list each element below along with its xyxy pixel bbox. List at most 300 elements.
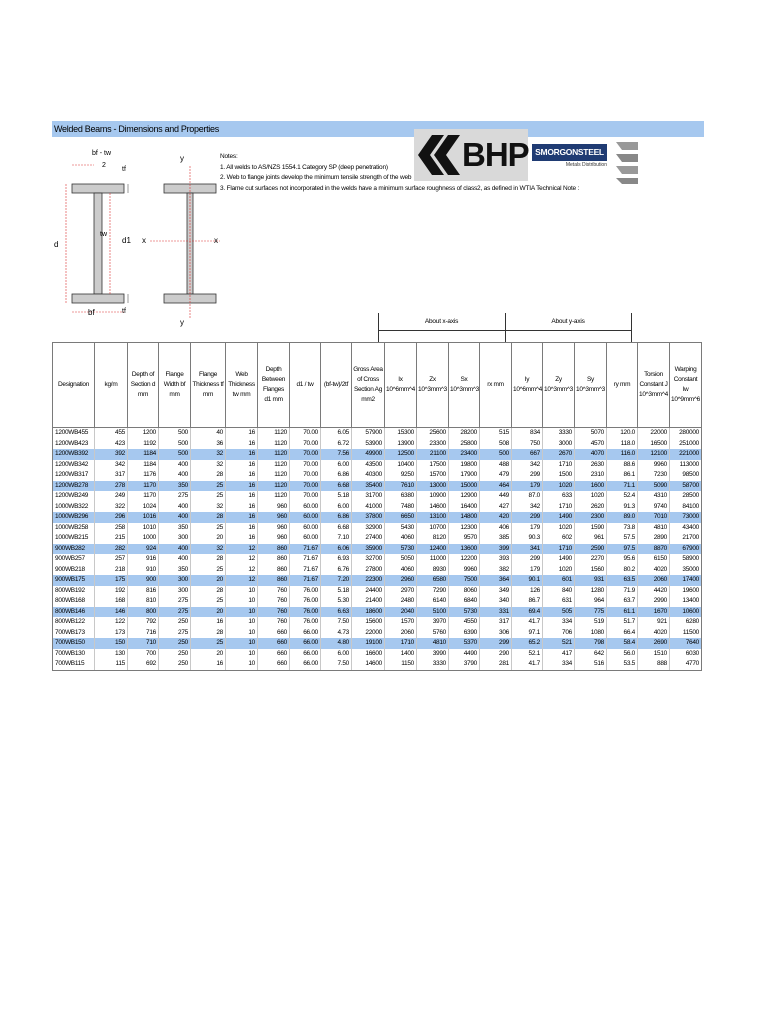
table-cell: 65.2 — [512, 638, 543, 649]
table-cell: 4020 — [638, 628, 670, 639]
table-cell: 6.68 — [321, 523, 352, 534]
table-cell: 80.2 — [607, 565, 638, 576]
table-cell: 12 — [226, 575, 258, 586]
table-cell: 399 — [480, 544, 512, 555]
table-cell: 116.0 — [607, 449, 638, 460]
table-cell: 5.30 — [321, 596, 352, 607]
table-cell: 5730 — [449, 607, 480, 618]
table-cell: 5100 — [417, 607, 449, 618]
table-cell: 6030 — [670, 649, 702, 660]
table-cell: 964 — [575, 596, 607, 607]
table-cell: 35000 — [670, 565, 702, 576]
label-bf: bf — [88, 308, 95, 317]
table-cell: 16600 — [352, 649, 385, 660]
table-cell: 760 — [258, 596, 290, 607]
table-cell: 113000 — [670, 460, 702, 471]
table-cell: 7.56 — [321, 449, 352, 460]
label-d1: d1 — [122, 236, 131, 245]
table-row — [53, 649, 702, 660]
table-cell: 6.63 — [321, 607, 352, 618]
table-cell: 41.7 — [512, 659, 543, 670]
table-cell: 28 — [191, 512, 226, 523]
table-cell: 58.4 — [607, 638, 638, 649]
table-cell: 1192 — [128, 439, 159, 450]
table-cell: 12 — [226, 565, 258, 576]
table-cell: 7500 — [449, 575, 480, 586]
table-row — [53, 533, 702, 544]
table-cell: 66.00 — [290, 628, 321, 639]
smorgon-logo-sub: Metals Distribution — [565, 162, 607, 168]
col-header: Flange Width bf mm — [159, 343, 191, 428]
table-cell: 43500 — [352, 460, 385, 471]
table-cell: 9960 — [638, 460, 670, 471]
table-cell: 32700 — [352, 554, 385, 565]
table-cell: 840 — [543, 586, 575, 597]
table-cell: 960 — [258, 502, 290, 513]
table-cell: 1020 — [543, 481, 575, 492]
table-cell: 7.50 — [321, 617, 352, 628]
table-cell: 6.72 — [321, 439, 352, 450]
table-cell: 521 — [543, 638, 575, 649]
table-cell: 24400 — [352, 586, 385, 597]
table-cell: 12 — [226, 544, 258, 555]
col-header: Zy 10^3mm^3 — [543, 343, 575, 428]
table-cell: 76.00 — [290, 617, 321, 628]
table-cell: 364 — [480, 575, 512, 586]
table-cell: 56.0 — [607, 649, 638, 660]
table-cell: 66.00 — [290, 649, 321, 660]
designation-cell: 700WB173 — [53, 628, 95, 639]
table-cell: 179 — [512, 565, 543, 576]
table-row — [53, 449, 702, 460]
table-cell: 300 — [159, 533, 191, 544]
label-y-bottom: y — [180, 318, 184, 327]
table-cell: 400 — [159, 554, 191, 565]
bhp-logo-text: BHP — [462, 136, 529, 173]
table-cell: 1020 — [543, 565, 575, 576]
label-tw: tw — [100, 231, 107, 238]
table-cell: 17400 — [670, 575, 702, 586]
col-header: ry mm — [607, 343, 638, 428]
table-cell: 146 — [95, 607, 128, 618]
table-cell: 2590 — [575, 544, 607, 555]
table-cell: 12400 — [417, 544, 449, 555]
table-cell: 299 — [512, 470, 543, 481]
table-cell: 280000 — [670, 428, 702, 439]
table-cell: 52.4 — [607, 491, 638, 502]
table-cell: 500 — [159, 428, 191, 439]
designation-cell: 1200WB278 — [53, 481, 95, 492]
table-cell: 420 — [480, 512, 512, 523]
table-cell: 633 — [543, 491, 575, 502]
table-cell: 4.80 — [321, 638, 352, 649]
table-cell: 250 — [159, 617, 191, 628]
table-cell: 2670 — [543, 449, 575, 460]
table-cell: 16 — [226, 428, 258, 439]
designation-cell: 1200WB249 — [53, 491, 95, 502]
table-cell: 6650 — [385, 512, 417, 523]
table-cell: 126 — [512, 586, 543, 597]
table-cell: 90.3 — [512, 533, 543, 544]
table-cell: 10 — [226, 596, 258, 607]
table-cell: 1120 — [258, 491, 290, 502]
table-cell: 2270 — [575, 554, 607, 565]
table-cell: 455 — [95, 428, 128, 439]
table-cell: 7290 — [417, 586, 449, 597]
table-cell: 960 — [258, 533, 290, 544]
table-cell: 97.1 — [512, 628, 543, 639]
table-cell: 4770 — [670, 659, 702, 670]
table-cell: 4570 — [575, 439, 607, 450]
table-cell: 70.00 — [290, 449, 321, 460]
table-cell: 15700 — [417, 470, 449, 481]
table-cell: 750 — [512, 439, 543, 450]
table-cell: 28 — [191, 586, 226, 597]
table-cell: 1010 — [128, 523, 159, 534]
table-cell: 25 — [191, 638, 226, 649]
table-cell: 341 — [512, 544, 543, 555]
table-cell: 427 — [480, 502, 512, 513]
designation-cell: 1200WB392 — [53, 449, 95, 460]
designation-cell: 1000WB258 — [53, 523, 95, 534]
designation-cell: 800WB192 — [53, 586, 95, 597]
table-cell: 4810 — [638, 523, 670, 534]
table-cell: 6.68 — [321, 481, 352, 492]
label-bf-tw: bf - tw — [92, 150, 112, 157]
table-cell: 16 — [226, 502, 258, 513]
designation-cell: 1200WB317 — [53, 470, 95, 481]
table-cell: 1120 — [258, 439, 290, 450]
table-cell: 350 — [159, 523, 191, 534]
table-cell: 760 — [258, 586, 290, 597]
designation-cell: 900WB282 — [53, 544, 95, 555]
table-cell: 1710 — [543, 502, 575, 513]
table-cell: 8120 — [417, 533, 449, 544]
label-tf-bottom: tf — [122, 308, 126, 315]
col-header: d1 / tw — [290, 343, 321, 428]
table-cell: 35400 — [352, 481, 385, 492]
table-cell: 20 — [191, 533, 226, 544]
table-cell: 67900 — [670, 544, 702, 555]
table-cell: 10 — [226, 607, 258, 618]
table-cell: 960 — [258, 523, 290, 534]
axis-divider — [631, 313, 632, 342]
table-cell: 14800 — [449, 512, 480, 523]
table-cell: 760 — [258, 607, 290, 618]
table-cell: 36 — [191, 439, 226, 450]
table-cell: 710 — [128, 638, 159, 649]
table-cell: 70.00 — [290, 470, 321, 481]
axis-group-x: About x-axis — [424, 318, 459, 325]
table-cell: 15300 — [385, 428, 417, 439]
table-cell: 95.6 — [607, 554, 638, 565]
table-cell: 1080 — [575, 628, 607, 639]
table-cell: 5430 — [385, 523, 417, 534]
col-header: Sy 10^3mm^3 — [575, 343, 607, 428]
table-cell: 2060 — [638, 575, 670, 586]
table-cell: 660 — [258, 628, 290, 639]
table-cell: 6.76 — [321, 565, 352, 576]
col-header: Iy 10^6mm^4 — [512, 343, 543, 428]
table-cell: 60.00 — [290, 533, 321, 544]
table-cell: 86.1 — [607, 470, 638, 481]
table-cell: 63.7 — [607, 596, 638, 607]
designation-cell: 1200WB423 — [53, 439, 95, 450]
table-cell: 14600 — [417, 502, 449, 513]
table-cell: 40 — [191, 428, 226, 439]
table-cell: 14600 — [352, 659, 385, 670]
table-cell: 7.10 — [321, 533, 352, 544]
table-cell: 4420 — [638, 586, 670, 597]
table-cell: 249 — [95, 491, 128, 502]
table-cell: 8870 — [638, 544, 670, 555]
table-row — [53, 628, 702, 639]
table-cell: 97.5 — [607, 544, 638, 555]
table-cell: 57900 — [352, 428, 385, 439]
table-row — [53, 460, 702, 471]
table-cell: 6380 — [385, 491, 417, 502]
table-cell: 961 — [575, 533, 607, 544]
table-cell: 400 — [159, 544, 191, 555]
table-cell: 60.00 — [290, 502, 321, 513]
table-cell: 10 — [226, 586, 258, 597]
table-cell: 25600 — [417, 428, 449, 439]
table-cell: 1000 — [128, 533, 159, 544]
table-cell: 500 — [159, 449, 191, 460]
table-cell: 6280 — [670, 617, 702, 628]
table-cell: 32 — [191, 544, 226, 555]
table-cell: 71.67 — [290, 565, 321, 576]
table-cell: 16 — [226, 523, 258, 534]
table-cell: 800 — [128, 607, 159, 618]
table-cell: 385 — [480, 533, 512, 544]
table-cell: 53900 — [352, 439, 385, 450]
table-cell: 317 — [480, 617, 512, 628]
designation-cell: 700WB150 — [53, 638, 95, 649]
table-header-row — [53, 343, 702, 428]
table-row — [53, 617, 702, 628]
table-cell: 7230 — [638, 470, 670, 481]
table-cell: 6.86 — [321, 512, 352, 523]
table-cell: 4310 — [638, 491, 670, 502]
table-cell: 10400 — [385, 460, 417, 471]
table-cell: 70.00 — [290, 460, 321, 471]
table-cell: 798 — [575, 638, 607, 649]
table-cell: 3330 — [417, 659, 449, 670]
table-cell: 5.18 — [321, 491, 352, 502]
note-line: 2. Web to flange joints develop the minimum tensile strength of the web — [220, 174, 412, 181]
table-cell: 22300 — [352, 575, 385, 586]
table-cell: 834 — [512, 428, 543, 439]
table-cell: 3990 — [417, 649, 449, 660]
diagram-labels — [52, 148, 232, 333]
designation-cell: 1000WB296 — [53, 512, 95, 523]
table-cell: 221000 — [670, 449, 702, 460]
table-cell: 20 — [191, 607, 226, 618]
table-cell: 642 — [575, 649, 607, 660]
table-cell: 6.00 — [321, 502, 352, 513]
table-cell: 916 — [128, 554, 159, 565]
table-cell: 28500 — [670, 491, 702, 502]
table-cell: 76.00 — [290, 596, 321, 607]
table-cell: 6150 — [638, 554, 670, 565]
table-cell: 479 — [480, 470, 512, 481]
table-cell: 760 — [258, 617, 290, 628]
table-cell: 706 — [543, 628, 575, 639]
col-header: Depth of Section d mm — [128, 343, 159, 428]
col-header: Sx 10^3mm^3 — [449, 343, 480, 428]
table-cell: 6.86 — [321, 470, 352, 481]
table-cell: 275 — [159, 491, 191, 502]
table-cell: 150 — [95, 638, 128, 649]
table-cell: 2310 — [575, 470, 607, 481]
table-cell: 508 — [480, 439, 512, 450]
table-cell: 8930 — [417, 565, 449, 576]
table-cell: 1500 — [543, 470, 575, 481]
table-cell: 6.93 — [321, 554, 352, 565]
table-cell: 10 — [226, 628, 258, 639]
table-cell: 775 — [575, 607, 607, 618]
table-cell: 12300 — [449, 523, 480, 534]
table-cell: 602 — [543, 533, 575, 544]
table-cell: 1184 — [128, 460, 159, 471]
table-cell: 382 — [480, 565, 512, 576]
table-cell: 17900 — [449, 470, 480, 481]
designation-cell: 1200WB455 — [53, 428, 95, 439]
table-cell: 2060 — [385, 628, 417, 639]
col-header: Depth Between Flanges d1 mm — [258, 343, 290, 428]
table-cell: 4060 — [385, 533, 417, 544]
table-row — [53, 439, 702, 450]
table-cell: 88.6 — [607, 460, 638, 471]
table-cell: 6.00 — [321, 649, 352, 660]
table-cell: 32 — [191, 449, 226, 460]
table-cell: 515 — [480, 428, 512, 439]
table-row — [53, 586, 702, 597]
smorgon-steel-logo — [532, 144, 607, 172]
bhp-logo — [414, 129, 528, 181]
table-cell: 41.7 — [512, 617, 543, 628]
table-cell: 516 — [575, 659, 607, 670]
table-cell: 19100 — [352, 638, 385, 649]
table-cell: 1120 — [258, 460, 290, 471]
table-row — [53, 659, 702, 670]
col-header: Flange Thickness tf mm — [191, 343, 226, 428]
designation-cell: 800WB146 — [53, 607, 95, 618]
table-cell: 5760 — [417, 628, 449, 639]
table-cell: 3000 — [543, 439, 575, 450]
table-cell: 1670 — [638, 607, 670, 618]
table-cell: 70.00 — [290, 428, 321, 439]
table-cell: 13100 — [417, 512, 449, 523]
table-cell: 25 — [191, 596, 226, 607]
table-cell: 25 — [191, 565, 226, 576]
table-cell: 1570 — [385, 617, 417, 628]
col-header: (bf-tw)/2tf — [321, 343, 352, 428]
table-cell: 28 — [191, 554, 226, 565]
table-cell: 299 — [480, 638, 512, 649]
col-header: Zx 10^3mm^3 — [417, 343, 449, 428]
table-cell: 2690 — [638, 638, 670, 649]
table-cell: 28 — [191, 628, 226, 639]
table-cell: 218 — [95, 565, 128, 576]
table-cell: 15000 — [449, 481, 480, 492]
table-cell: 342 — [95, 460, 128, 471]
table-cell: 4.73 — [321, 628, 352, 639]
table-cell: 23300 — [417, 439, 449, 450]
table-cell: 31700 — [352, 491, 385, 502]
table-cell: 16 — [226, 512, 258, 523]
table-cell: 3330 — [543, 428, 575, 439]
table-cell: 13400 — [670, 596, 702, 607]
col-header: rx mm — [480, 343, 512, 428]
table-cell: 71.9 — [607, 586, 638, 597]
designation-cell: 700WB115 — [53, 659, 95, 670]
table-cell: 4020 — [638, 565, 670, 576]
table-cell: 716 — [128, 628, 159, 639]
table-cell: 2300 — [575, 512, 607, 523]
table-cell: 2990 — [638, 596, 670, 607]
table-cell: 7480 — [385, 502, 417, 513]
table-cell: 16 — [191, 659, 226, 670]
table-cell: 601 — [543, 575, 575, 586]
table-cell: 488 — [480, 460, 512, 471]
table-cell: 331 — [480, 607, 512, 618]
table-cell: 2630 — [575, 460, 607, 471]
table-cell: 6.06 — [321, 544, 352, 555]
table-cell: 10600 — [670, 607, 702, 618]
table-cell: 7.20 — [321, 575, 352, 586]
table-cell: 1170 — [128, 481, 159, 492]
table-cell: 71.67 — [290, 554, 321, 565]
table-cell: 250 — [159, 649, 191, 660]
table-row — [53, 491, 702, 502]
table-cell: 87.0 — [512, 491, 543, 502]
table-cell: 692 — [128, 659, 159, 670]
table-cell: 73000 — [670, 512, 702, 523]
table-cell: 19800 — [449, 460, 480, 471]
table-cell: 115 — [95, 659, 128, 670]
table-cell: 16 — [226, 449, 258, 460]
table-cell: 258 — [95, 523, 128, 534]
table-cell: 5070 — [575, 428, 607, 439]
table-cell: 20 — [191, 649, 226, 660]
table-cell: 4810 — [417, 638, 449, 649]
table-cell: 1120 — [258, 481, 290, 492]
table-cell: 3970 — [417, 617, 449, 628]
label-tf-top: tf — [122, 166, 126, 173]
table-cell: 5730 — [385, 544, 417, 555]
table-cell: 1016 — [128, 512, 159, 523]
table-cell: 12 — [226, 554, 258, 565]
table-cell: 349 — [480, 586, 512, 597]
smorgon-steel-mark-icon — [612, 140, 642, 186]
table-cell: 505 — [543, 607, 575, 618]
table-cell: 300 — [159, 586, 191, 597]
table-cell: 423 — [95, 439, 128, 450]
table-cell: 5370 — [449, 638, 480, 649]
table-cell: 10 — [226, 638, 258, 649]
table-cell: 500 — [480, 449, 512, 460]
table-cell: 400 — [159, 470, 191, 481]
table-cell: 1560 — [575, 565, 607, 576]
table-row — [53, 638, 702, 649]
table-cell: 10900 — [417, 491, 449, 502]
table-cell: 1710 — [543, 460, 575, 471]
table-cell: 6390 — [449, 628, 480, 639]
table-cell: 2970 — [385, 586, 417, 597]
note-line: 1. All welds to AS/NZS 1554.1 Category SP (deep penetration) — [220, 163, 388, 171]
